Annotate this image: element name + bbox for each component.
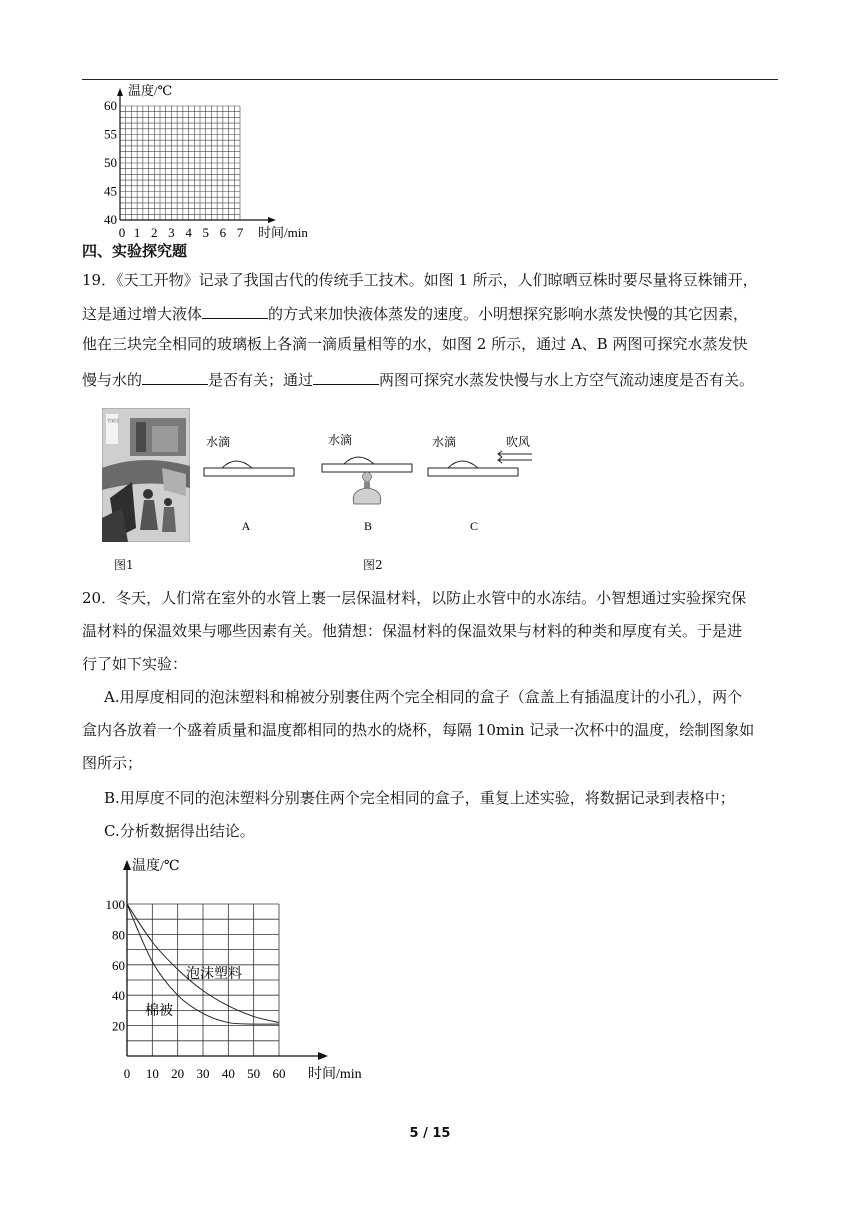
wind-arrows-icon [498, 451, 532, 463]
cool-chart-x-tick: 20 [171, 1066, 185, 1081]
series-label-cotton: 棉被 [145, 1004, 173, 1019]
fig1-illustration [102, 408, 190, 542]
q20-stepC: C.分析数据得出结论。 [104, 822, 255, 840]
grid-chart-y-tick: 45 [104, 183, 117, 199]
cool-chart-ylabel: 温度/℃ [132, 859, 180, 874]
q19-line4: 慢与水的 是否有关；通过 两图可探究水蒸发快慢与水上方空气流动速度是否有关。 [82, 368, 782, 390]
fig2-c-plate [428, 468, 518, 476]
grid-chart-y-tick: 60 [104, 98, 117, 113]
fig2-a-drop-label: 水滴 [206, 435, 231, 449]
q19-blank-3[interactable] [313, 368, 379, 385]
cooling-curve-chart [96, 852, 386, 1092]
q20-stepB: B.用厚度不同的泡沫塑料分别裹住两个完全相同的盒子，重复上述实验，将数据记录到表格中； [104, 789, 735, 807]
q19-line1: 19．《天工开物》记录了我国古代的传统手工技术。如图 1 所示，人们晾晒豆株时要尽量将豆株铺开， [82, 271, 758, 289]
grid-chart-x-tick: 1 [133, 225, 141, 240]
cool-chart-xlabel: 时间/min [308, 1067, 362, 1082]
q20-stepA-line3: 图所示； [82, 754, 143, 772]
alcohol-lamp-icon [353, 472, 381, 504]
grid-chart-y-tick: 55 [104, 126, 117, 142]
q20-line3: 行了如下实验： [82, 655, 188, 673]
section-title: 四、实验探究题 [82, 242, 188, 260]
grid-chart-xlabel: 时间/min [258, 225, 308, 240]
grid-chart-x-tick: 3 [168, 225, 175, 240]
q19-blank-1[interactable] [202, 302, 268, 319]
q20-line1: 20．冬天，人们常在室外的水管上裹一层保温材料，以防止水管中的水冻结。小智想通过实验探究保 [82, 589, 747, 607]
fig2-a-plate [204, 468, 294, 476]
empty-grid-chart [90, 82, 330, 242]
q20-stepA-line2: 盒内各放着一个盛着质量和温度都相同的热水的烧杯，每隔 10min 记录一次杯中的温度，绘制图象如 [82, 721, 755, 739]
cool-chart-x-tick: 60 [272, 1066, 286, 1081]
grid-chart-y-tick: 40 [104, 212, 117, 227]
cool-chart-y-tick: 60 [112, 957, 125, 973]
fig2-label-b: B [363, 519, 373, 533]
grid-chart-x-tick: 7 [236, 225, 244, 240]
cool-chart-x-tick: 50 [247, 1066, 261, 1081]
fig2-wind-label: 吹风 [506, 435, 531, 449]
fig2-diagram [200, 430, 540, 540]
grid-chart-x-tick: 4 [185, 225, 192, 240]
fig2-b-plate [322, 464, 412, 472]
grid-chart-x-tick: 0 [118, 225, 126, 240]
grid-chart-x-tick: 6 [219, 225, 227, 240]
fig2-caption: 图2 [363, 558, 383, 572]
fig2-c-drop-label: 水滴 [432, 435, 457, 449]
cool-chart-y-tick: 80 [112, 927, 125, 943]
grid-chart-y-tick: 50 [104, 155, 117, 170]
fig2-label-a: A [241, 519, 251, 533]
page-number: 5 / 15 [409, 1126, 451, 1141]
fig2-label-c: C [469, 519, 479, 533]
fig2-b-drop-label: 水滴 [328, 433, 353, 447]
cool-chart-y-tick: 100 [105, 897, 125, 912]
cool-chart-x-tick: 10 [145, 1066, 159, 1081]
grid-chart-x-tick: 2 [151, 225, 158, 240]
fig1-caption: 图1 [114, 558, 134, 572]
q19-line3: 他在三块完全相同的玻璃板上各滴一滴质量相等的水，如图 2 所示，通过 A、B 两图可探究水蒸发快 [82, 335, 748, 353]
grid-chart-x-tick: 5 [202, 225, 209, 240]
cool-chart-y-tick: 40 [112, 988, 125, 1004]
svg-text:竹炭豆: 竹炭豆 [107, 418, 119, 423]
cool-chart-y-tick: 20 [112, 1018, 125, 1034]
q20-line2: 温材料的保温效果与哪些因素有关。他猜想：保温材料的保温效果与材料的种类和厚度有关。于是进 [82, 622, 743, 640]
cool-chart-x-tick: 30 [196, 1066, 210, 1081]
cool-chart-x-tick: 0 [123, 1066, 131, 1081]
header-rule [82, 79, 778, 80]
grid-chart-ylabel: 温度/℃ [128, 83, 173, 98]
q19-line2: 这是通过增大液体 的方式来加快液体蒸发的速度。小明想探究影响水蒸发快慢的其它因素， [82, 302, 782, 324]
series-label-foam: 泡沫塑料 [186, 967, 242, 982]
cool-chart-x-tick: 40 [221, 1066, 235, 1081]
q19-blank-2[interactable] [142, 368, 208, 385]
q20-stepA-line1: A.用厚度相同的泡沫塑料和棉被分别裹住两个完全相同的盒子（盒盖上有插温度计的小孔），两个 [104, 688, 743, 706]
